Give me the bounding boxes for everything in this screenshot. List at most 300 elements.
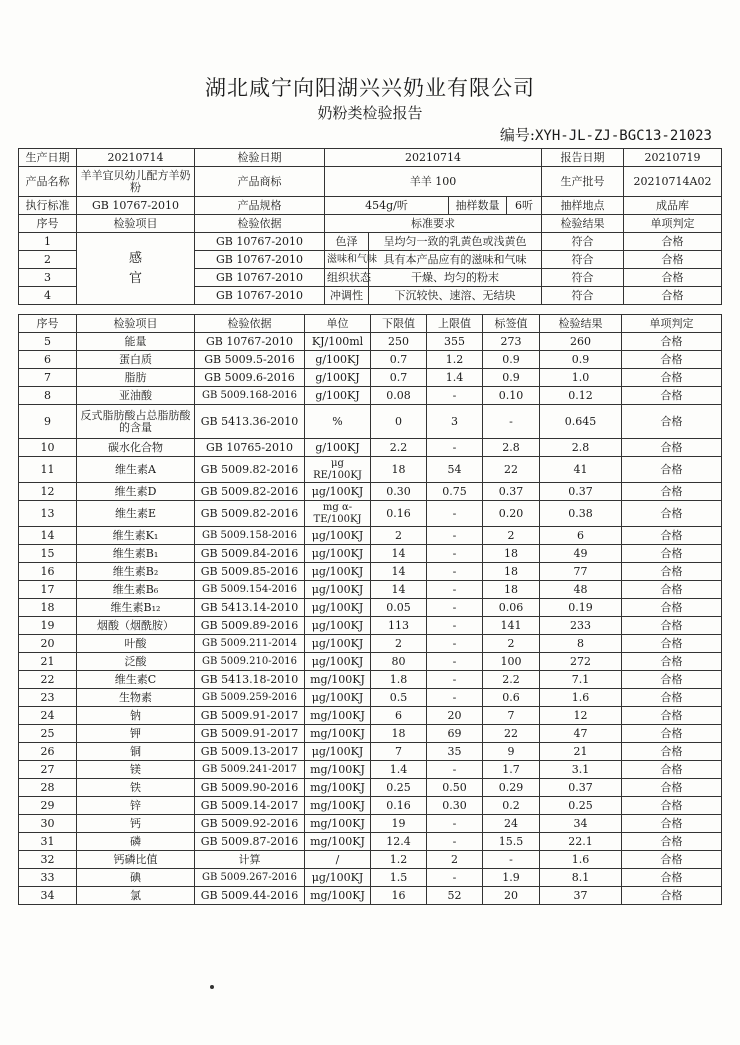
row-no: 29 — [19, 797, 77, 815]
row-label-value: 0.6 — [483, 689, 540, 707]
row-label-value: 9 — [483, 743, 540, 761]
row-min: 1.8 — [371, 671, 427, 689]
col-header: 检验项目 — [77, 215, 195, 233]
row-label-value: 1.9 — [483, 869, 540, 887]
row-max: - — [427, 617, 483, 635]
info-row-2 — [19, 167, 722, 197]
row-verdict: 合格 — [622, 457, 722, 483]
row-min: 2.2 — [371, 439, 427, 457]
row-max: 3 — [427, 405, 483, 439]
row-attr: 冲调性 — [325, 287, 369, 305]
row-no: 34 — [19, 887, 77, 905]
sample-place-label: 抽样地点 — [542, 197, 624, 215]
row-unit: mg/100KJ — [305, 833, 371, 851]
row-no: 1 — [19, 233, 77, 251]
row-label-value: 141 — [483, 617, 540, 635]
row-max: - — [427, 761, 483, 779]
row-result: 41 — [540, 457, 622, 483]
row-item: 维生素E — [77, 501, 195, 527]
row-requirement: 呈均匀一致的乳黄色或浅黄色 — [369, 233, 542, 251]
col-header: 检验结果 — [540, 315, 622, 333]
table-row — [19, 563, 722, 581]
report-number — [500, 124, 712, 145]
row-unit: μg/100KJ — [305, 527, 371, 545]
table-row — [19, 779, 722, 797]
row-min: 14 — [371, 545, 427, 563]
row-requirement: 具有本产品应有的滋味和气味 — [369, 251, 542, 269]
standard: GB 10767-2010 — [77, 197, 195, 215]
row-verdict: 合格 — [622, 617, 722, 635]
table-row — [19, 457, 722, 483]
row-unit: μg/100KJ — [305, 869, 371, 887]
row-label-value: 22 — [483, 725, 540, 743]
row-min: 19 — [371, 815, 427, 833]
row-no: 7 — [19, 369, 77, 387]
row-min: 1.2 — [371, 851, 427, 869]
row-verdict: 合格 — [622, 851, 722, 869]
row-no: 24 — [19, 707, 77, 725]
row-unit: mg/100KJ — [305, 779, 371, 797]
row-item: 磷 — [77, 833, 195, 851]
row-verdict: 合格 — [622, 833, 722, 851]
row-label-value: 0.37 — [483, 483, 540, 501]
row-verdict: 合格 — [622, 815, 722, 833]
table-row — [19, 743, 722, 761]
table-row — [19, 369, 722, 387]
row-result: 0.37 — [540, 483, 622, 501]
row-no: 32 — [19, 851, 77, 869]
row-verdict: 合格 — [622, 743, 722, 761]
row-no: 21 — [19, 653, 77, 671]
row-no: 18 — [19, 599, 77, 617]
row-min: 6 — [371, 707, 427, 725]
row-max: - — [427, 599, 483, 617]
row-result: 0.38 — [540, 501, 622, 527]
col-header: 标签值 — [483, 315, 540, 333]
row-min: 0.16 — [371, 501, 427, 527]
row-label-value: 18 — [483, 581, 540, 599]
table-row — [19, 689, 722, 707]
row-basis: GB 5009.154-2016 — [195, 581, 305, 599]
batch-label: 生产批号 — [542, 167, 624, 197]
row-verdict: 合格 — [622, 387, 722, 405]
row-verdict: 合格 — [622, 653, 722, 671]
table-row — [19, 797, 722, 815]
row-no: 33 — [19, 869, 77, 887]
report-number-value: XYH-JL-ZJ-BGC13-21023 — [534, 128, 712, 144]
col-header: 单位 — [305, 315, 371, 333]
row-max: 1.4 — [427, 369, 483, 387]
row-verdict: 合格 — [624, 287, 722, 305]
table-row — [19, 833, 722, 851]
row-item: 碘 — [77, 869, 195, 887]
brand: 羊羊 100 — [325, 167, 542, 197]
row-max: 2 — [427, 851, 483, 869]
row-attr: 滋味和气味 — [325, 251, 369, 269]
batch: 20210714A02 — [624, 167, 722, 197]
report-title: 奶粉类检验报告 — [317, 104, 423, 122]
row-basis: GB 5009.14-2017 — [195, 797, 305, 815]
row-min: 80 — [371, 653, 427, 671]
row-unit: μg/100KJ — [305, 743, 371, 761]
table-row — [19, 671, 722, 689]
row-label-value: 0.20 — [483, 501, 540, 527]
row-label-value: 0.2 — [483, 797, 540, 815]
row-verdict: 合格 — [622, 725, 722, 743]
row-min: 0 — [371, 405, 427, 439]
table-row — [19, 707, 722, 725]
row-no: 11 — [19, 457, 77, 483]
row-unit: g/100KJ — [305, 387, 371, 405]
row-result: 272 — [540, 653, 622, 671]
row-verdict: 合格 — [622, 599, 722, 617]
row-label-value: 2.8 — [483, 439, 540, 457]
table-row — [19, 483, 722, 501]
row-min: 14 — [371, 563, 427, 581]
row-verdict: 合格 — [624, 251, 722, 269]
row-result: 8 — [540, 635, 622, 653]
row-unit: μg RE/100KJ — [305, 457, 371, 483]
row-basis: GB 10765-2010 — [195, 439, 305, 457]
row-unit: μg/100KJ — [305, 635, 371, 653]
product-name: 羊羊宜贝幼儿配方羊奶粉 — [77, 167, 195, 197]
row-min: 0.25 — [371, 779, 427, 797]
row-basis: GB 10767-2010 — [195, 333, 305, 351]
row-verdict: 合格 — [622, 779, 722, 797]
row-min: 12.4 — [371, 833, 427, 851]
row-label-value: 18 — [483, 563, 540, 581]
row-result: 符合 — [542, 233, 624, 251]
sensory-header-row — [19, 215, 722, 233]
row-no: 14 — [19, 527, 77, 545]
col-header: 下限值 — [371, 315, 427, 333]
row-result: 1.6 — [540, 851, 622, 869]
row-result: 2.8 — [540, 439, 622, 457]
standard-label: 执行标准 — [19, 197, 77, 215]
row-result: 0.25 — [540, 797, 622, 815]
col-header: 检验结果 — [542, 215, 624, 233]
main-header-row — [19, 315, 722, 333]
row-max: - — [427, 563, 483, 581]
row-label-value: - — [483, 405, 540, 439]
col-header: 检验依据 — [195, 215, 325, 233]
row-unit: μg/100KJ — [305, 483, 371, 501]
row-result: 48 — [540, 581, 622, 599]
row-item: 镁 — [77, 761, 195, 779]
row-item: 反式脂肪酸占总脂肪酸的含量 — [77, 405, 195, 439]
row-max: - — [427, 869, 483, 887]
row-result: 符合 — [542, 287, 624, 305]
row-verdict: 合格 — [622, 563, 722, 581]
row-no: 28 — [19, 779, 77, 797]
row-basis: GB 5413.36-2010 — [195, 405, 305, 439]
col-header: 检验项目 — [77, 315, 195, 333]
row-item: 维生素B₁₂ — [77, 599, 195, 617]
row-basis: GB 5009.91-2017 — [195, 707, 305, 725]
row-no: 19 — [19, 617, 77, 635]
row-result: 符合 — [542, 251, 624, 269]
row-unit: g/100KJ — [305, 439, 371, 457]
row-result: 6 — [540, 527, 622, 545]
row-max: - — [427, 545, 483, 563]
row-no: 16 — [19, 563, 77, 581]
row-item: 钠 — [77, 707, 195, 725]
row-item: 碳水化合物 — [77, 439, 195, 457]
row-label-value: 18 — [483, 545, 540, 563]
row-max: - — [427, 439, 483, 457]
row-unit: μg/100KJ — [305, 563, 371, 581]
row-requirement: 干燥、均匀的粉末 — [369, 269, 542, 287]
row-basis: GB 5009.91-2017 — [195, 725, 305, 743]
row-unit: g/100KJ — [305, 351, 371, 369]
row-label-value: 273 — [483, 333, 540, 351]
row-verdict: 合格 — [622, 869, 722, 887]
row-basis: GB 5009.13-2017 — [195, 743, 305, 761]
row-result: 1.6 — [540, 689, 622, 707]
spec: 454g/听 — [325, 197, 449, 215]
test-date: 20210714 — [325, 149, 542, 167]
row-label-value: 0.06 — [483, 599, 540, 617]
row-no: 9 — [19, 405, 77, 439]
row-basis: GB 5009.82-2016 — [195, 483, 305, 501]
table-row — [19, 439, 722, 457]
row-result: 77 — [540, 563, 622, 581]
row-no: 5 — [19, 333, 77, 351]
row-max: - — [427, 833, 483, 851]
row-basis: GB 5009.211-2014 — [195, 635, 305, 653]
row-verdict: 合格 — [622, 671, 722, 689]
row-unit: mg/100KJ — [305, 725, 371, 743]
row-basis: GB 5009.87-2016 — [195, 833, 305, 851]
row-min: 18 — [371, 457, 427, 483]
row-item: 铜 — [77, 743, 195, 761]
row-label-value: 20 — [483, 887, 540, 905]
row-result: 0.37 — [540, 779, 622, 797]
row-item: 维生素A — [77, 457, 195, 483]
row-unit: μg/100KJ — [305, 617, 371, 635]
row-max: 0.30 — [427, 797, 483, 815]
row-no: 13 — [19, 501, 77, 527]
row-no: 17 — [19, 581, 77, 599]
row-basis: GB 5413.18-2010 — [195, 671, 305, 689]
row-unit: μg/100KJ — [305, 545, 371, 563]
row-no: 23 — [19, 689, 77, 707]
row-verdict: 合格 — [622, 545, 722, 563]
row-verdict: 合格 — [622, 887, 722, 905]
physicochemical-table — [18, 314, 722, 905]
col-header: 序号 — [19, 215, 77, 233]
col-header: 单项判定 — [622, 315, 722, 333]
row-basis: GB 5009.92-2016 — [195, 815, 305, 833]
row-item: 钙 — [77, 815, 195, 833]
row-no: 6 — [19, 351, 77, 369]
table-row — [19, 761, 722, 779]
ink-dot — [210, 985, 214, 989]
row-unit: g/100KJ — [305, 369, 371, 387]
row-result: 233 — [540, 617, 622, 635]
col-header: 标准要求 — [325, 215, 542, 233]
row-basis: GB 5009.6-2016 — [195, 369, 305, 387]
report-number-label: 编号: — [499, 126, 535, 144]
row-min: 7 — [371, 743, 427, 761]
row-verdict: 合格 — [622, 369, 722, 387]
row-item: 维生素C — [77, 671, 195, 689]
row-no: 4 — [19, 287, 77, 305]
row-max: 69 — [427, 725, 483, 743]
row-label-value: 100 — [483, 653, 540, 671]
row-max: - — [427, 527, 483, 545]
row-verdict: 合格 — [622, 761, 722, 779]
row-item: 叶酸 — [77, 635, 195, 653]
row-unit: μg/100KJ — [305, 689, 371, 707]
table-row — [19, 851, 722, 869]
row-basis: GB 5009.89-2016 — [195, 617, 305, 635]
row-basis: GB 5009.85-2016 — [195, 563, 305, 581]
row-result: 12 — [540, 707, 622, 725]
row-max: - — [427, 387, 483, 405]
table-row — [19, 527, 722, 545]
row-verdict: 合格 — [622, 439, 722, 457]
row-no: 2 — [19, 251, 77, 269]
row-max: - — [427, 671, 483, 689]
row-basis: GB 5413.14-2010 — [195, 599, 305, 617]
row-verdict: 合格 — [622, 689, 722, 707]
row-item: 脂肪 — [77, 369, 195, 387]
row-min: 16 — [371, 887, 427, 905]
row-max: - — [427, 815, 483, 833]
row-item: 生物素 — [77, 689, 195, 707]
row-unit: mg/100KJ — [305, 815, 371, 833]
row-unit: mg/100KJ — [305, 761, 371, 779]
table-row — [19, 599, 722, 617]
row-basis: GB 5009.82-2016 — [195, 457, 305, 483]
table-row — [19, 405, 722, 439]
row-label-value: 0.9 — [483, 369, 540, 387]
row-result: 0.12 — [540, 387, 622, 405]
row-result: 37 — [540, 887, 622, 905]
row-item: 维生素B₂ — [77, 563, 195, 581]
row-label-value: 0.9 — [483, 351, 540, 369]
row-result: 0.19 — [540, 599, 622, 617]
row-verdict: 合格 — [622, 501, 722, 527]
row-no: 10 — [19, 439, 77, 457]
row-min: 2 — [371, 527, 427, 545]
row-basis: GB 10767-2010 — [195, 233, 325, 251]
row-item: 能量 — [77, 333, 195, 351]
row-min: 113 — [371, 617, 427, 635]
row-unit: mg/100KJ — [305, 797, 371, 815]
row-result: 34 — [540, 815, 622, 833]
row-no: 27 — [19, 761, 77, 779]
info-row-1 — [19, 149, 722, 167]
table-row — [19, 617, 722, 635]
row-max: 0.75 — [427, 483, 483, 501]
row-item: 维生素K₁ — [77, 527, 195, 545]
table-row — [19, 581, 722, 599]
row-result: 3.1 — [540, 761, 622, 779]
row-item: 维生素D — [77, 483, 195, 501]
brand-label: 产品商标 — [195, 167, 325, 197]
row-item: 氯 — [77, 887, 195, 905]
row-max: 1.2 — [427, 351, 483, 369]
row-label-value: 0.10 — [483, 387, 540, 405]
row-verdict: 合格 — [622, 581, 722, 599]
prod-date: 20210714 — [77, 149, 195, 167]
row-max: - — [427, 501, 483, 527]
row-label-value: 15.5 — [483, 833, 540, 851]
info-row-3 — [19, 197, 722, 215]
report-date-label: 报告日期 — [542, 149, 624, 167]
row-item: 泛酸 — [77, 653, 195, 671]
row-basis: GB 5009.168-2016 — [195, 387, 305, 405]
product-name-label: 产品名称 — [19, 167, 77, 197]
col-header: 单项判定 — [624, 215, 722, 233]
table-row — [19, 233, 722, 251]
row-label-value: 24 — [483, 815, 540, 833]
row-basis: 计算 — [195, 851, 305, 869]
row-min: 1.4 — [371, 761, 427, 779]
sample-qty-label: 抽样数量 — [449, 197, 507, 215]
row-no: 8 — [19, 387, 77, 405]
table-row — [19, 351, 722, 369]
row-no: 30 — [19, 815, 77, 833]
row-unit: / — [305, 851, 371, 869]
table-row — [19, 501, 722, 527]
row-unit: μg/100KJ — [305, 581, 371, 599]
row-basis: GB 5009.82-2016 — [195, 501, 305, 527]
row-result: 1.0 — [540, 369, 622, 387]
row-item: 亚油酸 — [77, 387, 195, 405]
row-basis: GB 10767-2010 — [195, 287, 325, 305]
sample-place: 成品库 — [624, 197, 722, 215]
row-unit: % — [305, 405, 371, 439]
row-label-value: 0.29 — [483, 779, 540, 797]
row-item: 维生素B₁ — [77, 545, 195, 563]
table-row — [19, 869, 722, 887]
row-basis: GB 10767-2010 — [195, 251, 325, 269]
col-header: 检验依据 — [195, 315, 305, 333]
row-item: 铁 — [77, 779, 195, 797]
table-row — [19, 653, 722, 671]
row-max: - — [427, 581, 483, 599]
row-verdict: 合格 — [622, 635, 722, 653]
row-basis: GB 5009.210-2016 — [195, 653, 305, 671]
test-date-label: 检验日期 — [195, 149, 325, 167]
row-item: 维生素B₆ — [77, 581, 195, 599]
row-label-value: 7 — [483, 707, 540, 725]
row-item: 锌 — [77, 797, 195, 815]
row-min: 0.7 — [371, 369, 427, 387]
row-max: - — [427, 689, 483, 707]
row-max: 20 — [427, 707, 483, 725]
row-verdict: 合格 — [624, 233, 722, 251]
row-label-value: 2 — [483, 635, 540, 653]
table-row — [19, 387, 722, 405]
table-row — [19, 725, 722, 743]
row-no: 12 — [19, 483, 77, 501]
row-attr: 组织状态 — [325, 269, 369, 287]
table-row — [19, 887, 722, 905]
row-item: 钙磷比值 — [77, 851, 195, 869]
sensory-group-label: 感 官 — [77, 233, 195, 305]
row-result: 符合 — [542, 269, 624, 287]
row-label-value: 2.2 — [483, 671, 540, 689]
row-result: 49 — [540, 545, 622, 563]
table-row — [19, 635, 722, 653]
row-result: 0.645 — [540, 405, 622, 439]
table-row — [19, 333, 722, 351]
row-verdict: 合格 — [622, 351, 722, 369]
